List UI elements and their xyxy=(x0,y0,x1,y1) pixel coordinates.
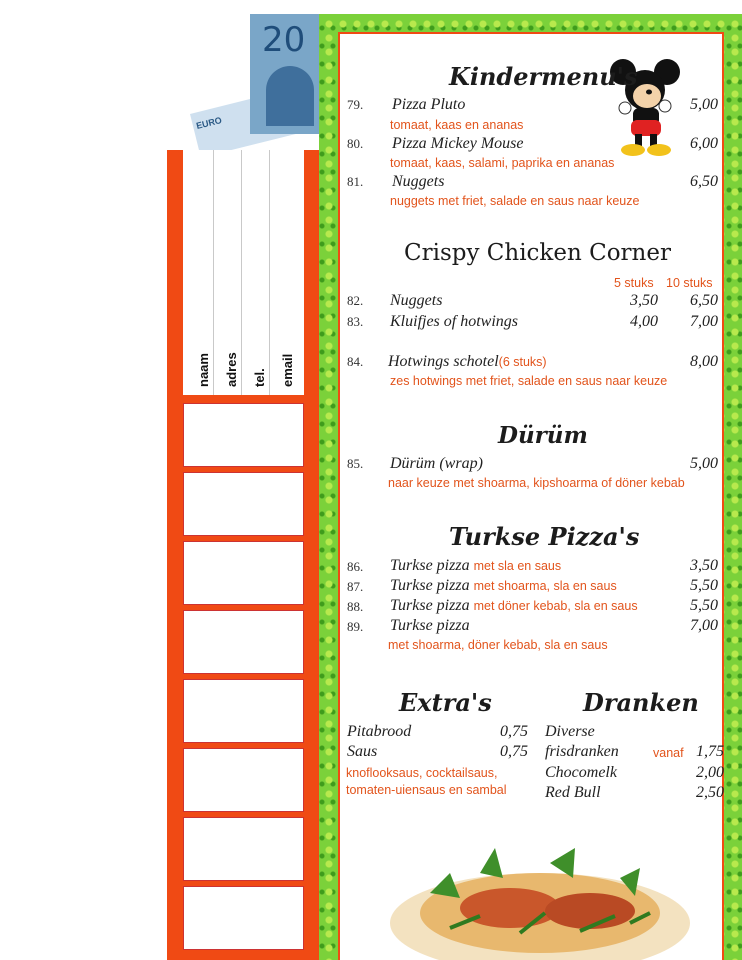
item-name xyxy=(390,577,617,595)
item-name: Pizza Mickey Mouse xyxy=(392,135,524,152)
extra-description: knoflooksaus, cocktailsaus, xyxy=(346,766,498,780)
banknote-currency: EURO xyxy=(195,115,223,131)
banknote-image xyxy=(170,14,320,154)
column-header-5-stuks: 5 stuks xyxy=(614,276,654,290)
extra-name: Pitabrood xyxy=(347,723,412,740)
extra-price: 0,75 xyxy=(500,723,528,740)
column-header-10-stuks: 10 stuks xyxy=(666,276,713,290)
item-number: 84. xyxy=(347,354,364,369)
item-name: Pizza Pluto xyxy=(392,96,466,113)
item-price: 3,50 xyxy=(690,557,718,574)
order-box[interactable] xyxy=(183,541,304,605)
item-extra: met shoarma, sla en saus xyxy=(473,579,617,593)
section-title-durum: Dürüm xyxy=(498,422,588,449)
drink-name: Diverse xyxy=(545,723,595,740)
item-extra: met sla en saus xyxy=(473,559,562,573)
item-number: 82. xyxy=(347,293,364,308)
item-description: nuggets met friet, salade en saus naar keuze xyxy=(390,194,640,208)
label-naam: naam xyxy=(196,353,211,387)
item-number: 81. xyxy=(347,174,364,189)
item-name: Dürüm (wrap) xyxy=(390,455,483,472)
order-box[interactable] xyxy=(183,886,304,950)
section-title-dranken: Dranken xyxy=(583,688,699,717)
order-form-stub xyxy=(167,150,319,960)
order-box[interactable] xyxy=(183,679,304,743)
item-number: 88. xyxy=(347,599,364,614)
section-title-extras: Extra's xyxy=(399,688,492,717)
item-name-text: Hotwings schotel xyxy=(388,353,499,370)
item-note: (6 stuks) xyxy=(498,355,547,369)
extra-description: tomaten-uiensaus en sambal xyxy=(346,783,507,797)
item-number: 86. xyxy=(347,559,364,574)
item-number: 87. xyxy=(347,579,364,594)
item-name-text: Turkse pizza xyxy=(390,597,470,614)
item-name: Turkse pizza xyxy=(390,617,470,634)
label-tel: tel. xyxy=(252,368,267,387)
order-box[interactable] xyxy=(183,748,304,812)
item-name: Nuggets xyxy=(390,292,443,309)
item-price: 6,00 xyxy=(690,135,718,152)
drink-name: frisdranken xyxy=(545,743,619,760)
extra-price: 0,75 xyxy=(500,743,528,760)
order-box[interactable] xyxy=(183,610,304,674)
drink-price: 2,50 xyxy=(696,784,724,801)
label-email: email xyxy=(280,353,295,387)
item-price: 7,00 xyxy=(690,617,718,634)
drink-price: 1,75 xyxy=(696,743,724,760)
drink-price-prefix: vanaf xyxy=(653,746,684,760)
section-title-turkse-pizza: Turkse Pizza's xyxy=(449,522,640,551)
item-number: 89. xyxy=(347,619,364,634)
item-number: 85. xyxy=(347,456,364,471)
item-price: 5,00 xyxy=(690,96,718,113)
item-price: 5,50 xyxy=(690,577,718,594)
item-number: 83. xyxy=(347,314,364,329)
item-description: met shoarma, döner kebab, sla en saus xyxy=(388,638,608,652)
field-divider xyxy=(213,150,214,395)
label-adres: adres xyxy=(224,352,239,387)
order-box[interactable] xyxy=(183,472,304,536)
order-box[interactable] xyxy=(183,403,304,467)
item-name xyxy=(390,597,638,615)
item-name-text: Turkse pizza xyxy=(390,577,470,594)
item-description: naar keuze met shoarma, kipshoarma of döner kebab xyxy=(388,476,685,490)
extra-name: Saus xyxy=(347,743,378,760)
item-name xyxy=(390,557,561,575)
item-price: 5,50 xyxy=(690,597,718,614)
item-number: 80. xyxy=(347,136,364,151)
menu-panel xyxy=(338,32,724,960)
item-price: 5,00 xyxy=(690,455,718,472)
drink-name: Chocomelk xyxy=(545,764,617,781)
drink-name: Red Bull xyxy=(545,784,601,801)
item-price-5: 4,00 xyxy=(630,313,658,330)
section-title-kindermenu: Kindermenu's xyxy=(449,62,638,91)
item-price-10: 6,50 xyxy=(690,292,718,309)
item-name: Nuggets xyxy=(392,173,445,190)
field-divider xyxy=(269,150,270,395)
item-name: Kluifjes of hotwings xyxy=(390,313,519,330)
item-extra: met döner kebab, sla en saus xyxy=(473,599,638,613)
item-description: zes hotwings met friet, salade en saus naar keuze xyxy=(390,374,668,388)
item-description: tomaat, kaas en ananas xyxy=(390,118,524,132)
order-box[interactable] xyxy=(183,817,304,881)
item-price-10: 7,00 xyxy=(690,313,718,330)
turkish-pizza-photo xyxy=(390,833,700,960)
item-price: 8,00 xyxy=(690,353,718,370)
banknote-value: 20 xyxy=(262,20,306,60)
drink-price: 2,00 xyxy=(696,764,724,781)
section-title-chicken: Crispy Chicken Corner xyxy=(404,240,671,266)
banknote-window-motif xyxy=(266,66,314,126)
item-price: 6,50 xyxy=(690,173,718,190)
item-description: tomaat, kaas, salami, paprika en ananas xyxy=(390,156,615,170)
item-name-text: Turkse pizza xyxy=(390,557,470,574)
field-divider xyxy=(241,150,242,395)
item-price-5: 3,50 xyxy=(630,292,658,309)
contact-fields xyxy=(183,150,304,395)
item-number: 79. xyxy=(347,97,364,112)
item-name xyxy=(388,353,547,371)
